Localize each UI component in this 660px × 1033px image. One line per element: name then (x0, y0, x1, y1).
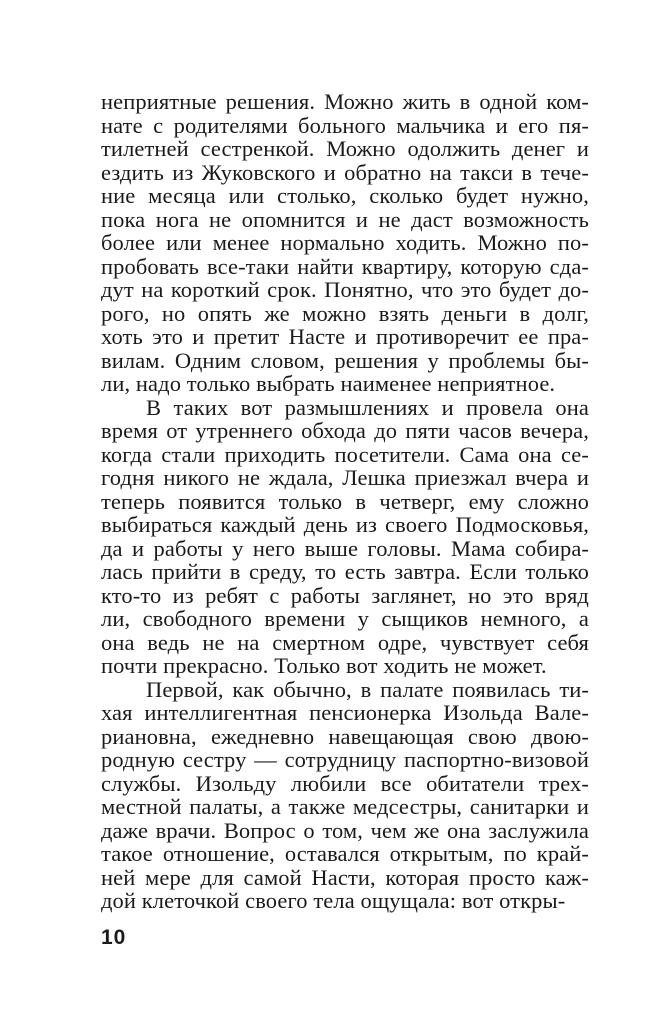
paragraph (101, 90, 589, 396)
text-line: ли, свободного времени у сыщиков немного, а (101, 606, 589, 631)
text-line: кто-то из ребят с работы заглянет, но это вряд (101, 582, 589, 608)
body-text (101, 90, 589, 913)
text-line: когда стали приходить посетители. Сама она се- (101, 441, 589, 467)
text-line: ней мере для самой Насти, которая просто каж- (101, 864, 589, 890)
text-line: лась прийти в среду, то есть завтра. Если только (101, 559, 589, 584)
text-line: дой клеточкой своего тела ощущала: вот откры- (101, 888, 566, 913)
text-line: неприятные решения. Можно жить в одной ком- (101, 89, 589, 114)
text-line: ние месяца или столько, сколько будет нужно, (101, 183, 589, 208)
text-line: Первой, как обычно, в палате появилась ти- (146, 676, 589, 702)
text-line: такое отношение, оставался открытым, по край- (101, 841, 589, 866)
text-line: почти прекрасно. Только вот ходить не может. (101, 653, 547, 678)
text-line: время от утреннего обхода до пяти часов вечера, (101, 418, 589, 443)
text-line: выбираться каждый день из своего Подмосковья, (101, 512, 589, 537)
text-line: даже врачи. Вопрос о том, чем же она заслужила (101, 817, 589, 843)
paragraph (101, 396, 589, 678)
text-line: хая интеллигентная пенсионерка Изольда Вале- (101, 700, 589, 725)
text-line: годня никого не ждала, Лешка приезжал вчера и (101, 465, 589, 490)
text-line: риановна, ежедневно навещающая свою двою- (101, 723, 589, 749)
text-line: рого, но опять же можно взять деньги в долг, (101, 300, 589, 326)
text-line: родную сестру — сотрудницу паспортно-визовой (101, 747, 589, 772)
text-line: дут на короткий срок. Понятно, что это будет до- (101, 277, 589, 302)
text-line: да и работы у него выше головы. Мама собира- (101, 535, 589, 561)
text-line: вилам. Одним словом, решения у проблемы бы- (101, 347, 589, 373)
text-line: тилетней сестренкой. Можно одолжить денег и (101, 136, 589, 161)
text-line: ездить из Жуковского и обратно на такси в тече- (101, 159, 589, 185)
text-line: более или менее нормально ходить. Можно по- (101, 230, 589, 255)
text-line: местной палаты, а также медсестры, санитарки и (101, 794, 589, 819)
text-line: теперь появится только в четверг, ему сложно (101, 488, 589, 514)
text-line: она ведь не на смертном одре, чувствует себя (101, 629, 589, 655)
text-line: В таких вот размышлениях и провела она (146, 394, 589, 420)
text-line: службы. Изольду любили все обитатели трех- (101, 770, 589, 796)
text-line: пока нога не опомнится и не даст возможность (101, 206, 589, 232)
text-line: нате с родителями больного мальчика и его пя- (101, 112, 589, 138)
text-line: пробовать все-таки найти квартиру, которую сда- (101, 253, 589, 279)
paragraph (101, 678, 589, 913)
text-line: хоть это и претит Насте и противоречит ее пра- (101, 324, 589, 349)
text-line: ли, надо только выбрать наименее неприятное. (101, 371, 556, 396)
page-number: 10 (101, 926, 127, 949)
